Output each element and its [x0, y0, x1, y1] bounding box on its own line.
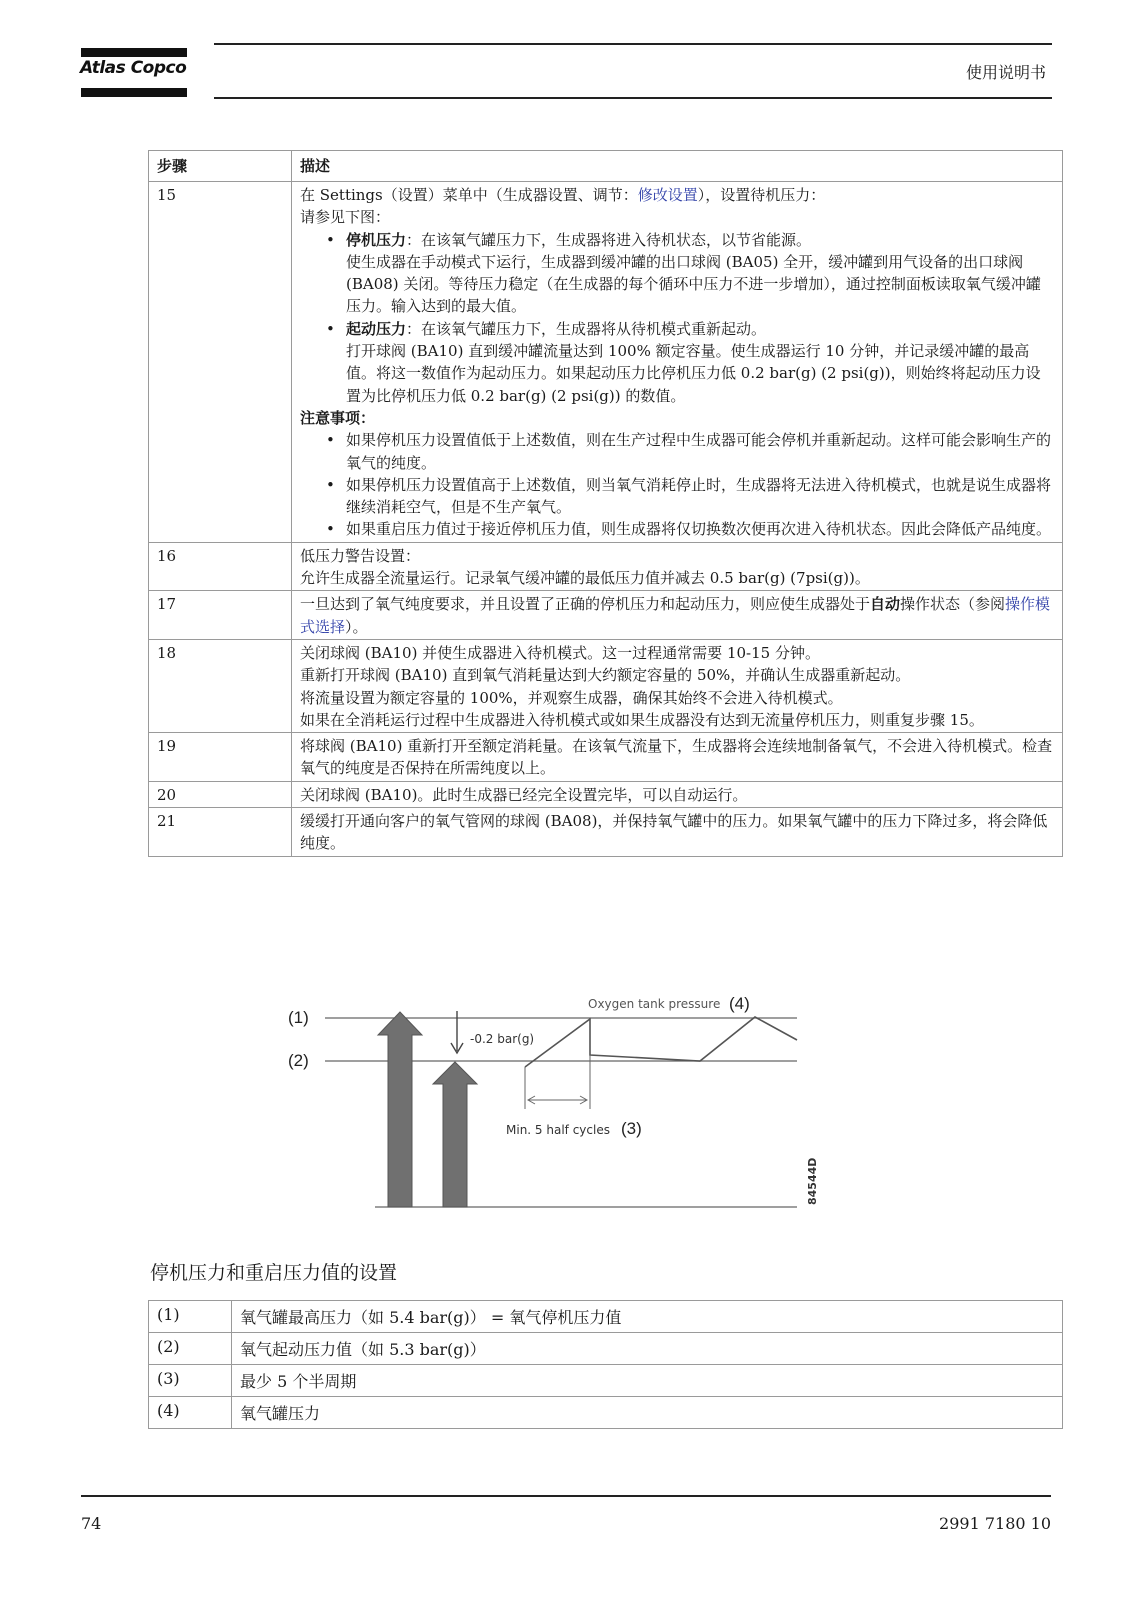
legend-key: (2): [149, 1333, 232, 1365]
stop-pressure-arrow: [378, 1012, 422, 1207]
bullet-stop-pressure: [300, 229, 1054, 318]
label-1: (1): [288, 1008, 309, 1027]
table-row: [149, 591, 1063, 640]
step-line: [300, 593, 1054, 638]
step-text: 一旦达到了氧气纯度要求，并且设置了正确的停机压力和起动压力，则应使生成器处于: [300, 595, 871, 614]
stop-pressure-label: 停机压力: [346, 230, 407, 249]
col-step-header: 步骤: [149, 151, 292, 182]
intro-text: 在 Settings（设置）菜单中（生成器设置、调节：: [300, 186, 638, 204]
step-description: [292, 542, 1063, 591]
table-row: [149, 182, 1063, 543]
logo-bar-bottom: [81, 88, 187, 97]
note-item: • 如果重启压力值过于接近停机压力值，则生成器将仅切换数次便再次进入待机状态。因此会降低产品纯度。: [300, 518, 1054, 540]
step-number: 16: [149, 542, 292, 591]
step-line: 缓缓打开通向客户的氧气管网的球阀 (BA08)，并保持氧气罐中的压力。如果氧气罐中的压力下降过多，将会降低纯度。: [300, 812, 1048, 853]
step-number: 20: [149, 781, 292, 807]
legend-value: 氧气起动压力值（如 5.3 bar(g)）: [232, 1333, 1063, 1365]
step-line: 允许生成器全流量运行。记录氧气缓冲罐的最低压力值并减去 0.5 bar(g) (7psi(g))。: [300, 569, 870, 588]
step-description: [292, 781, 1063, 807]
header-rule-top: [214, 43, 1052, 45]
stop-pressure-detail: 使生成器在手动模式下运行，生成器到缓冲罐的出口球阀 (BA05) 全开，缓冲罐到用气设备的出口球阀 (BA08) 关闭。等待压力稳定（在生成器的每个循环中压力不进一步增加），通过控制面板读取氧气缓冲罐压力。输入达到的最大值。: [346, 252, 1041, 316]
legend-value: 氧气罐最高压力（如 5.4 bar(g)） = 氧气停机压力值: [232, 1301, 1063, 1333]
auto-label: 自动: [870, 595, 901, 614]
intro-suffix: ），设置待机压力：: [697, 186, 826, 204]
legend-row: [149, 1365, 1063, 1397]
header-title: 使用说明书: [965, 63, 1046, 82]
brand-logo: Atlas Copco: [80, 58, 187, 78]
legend-row: [149, 1397, 1063, 1429]
step-text: ）。: [345, 617, 368, 636]
legend-key: (4): [149, 1397, 232, 1429]
step-line: 如果在全消耗运行过程中生成器进入待机模式或如果生成器没有达到无流量停机压力，则重复步骤 15。: [300, 710, 984, 729]
step-line: 重新打开球阀 (BA10) 直到氧气消耗量达到大约额定容量的 50%，并确认生成器重新起动。: [300, 666, 911, 685]
footer-rule: [81, 1495, 1051, 1497]
legend-key: (1): [149, 1301, 232, 1333]
step-number: 17: [149, 591, 292, 640]
table-row: [149, 808, 1063, 857]
pressure-diagram: [285, 995, 845, 1235]
delta-label: -0.2 bar(g): [470, 1032, 535, 1046]
start-pressure-detail: 打开球阀 (BA10) 直到缓冲罐流量达到 100% 额定容量。使生成器运行 10 分钟，并记录缓冲罐的最高值。将这一数值作为起动压力。如果起动压力比停机压力低 0.2 bar(g) (2 psi(g))，则始终将起动压力设置为比停机压力低 0.2 bar(g) (2 psi(g)) 的数值。: [346, 342, 1041, 405]
step-text: 操作状态（参阅: [900, 595, 1006, 614]
step-description: [292, 733, 1063, 782]
header-rule-bottom: [214, 97, 1052, 99]
legend-table: [148, 1300, 1063, 1429]
page-number: 74: [81, 1514, 102, 1533]
legend-row: [149, 1333, 1063, 1365]
step-line: 关闭球阀 (BA10) 并使生成器进入待机模式。这一过程通常需要 10-15 分钟。: [300, 643, 820, 662]
table-row: [149, 542, 1063, 591]
step-description: [292, 591, 1063, 640]
see-below-text: 请参见下图：: [300, 208, 391, 227]
note-item: • 如果停机压力设置值高于上述数值，则当氧气消耗停止时，生成器将无法进入待机模式，也就是说生成器将继续消耗空气，但是不生产氧气。: [300, 474, 1054, 519]
step-description: [292, 182, 1063, 543]
operation-mode-link[interactable]: 操作模式选择: [300, 595, 1051, 636]
table-header-row: [149, 151, 1063, 182]
cycles-label: Min. 5 half cycles: [506, 1123, 610, 1137]
document-number: 2991 7180 10: [939, 1514, 1051, 1533]
table-row: [149, 733, 1063, 782]
table-row: [149, 639, 1063, 732]
col-desc-header: 描述: [292, 151, 1063, 182]
tank-pressure-label: Oxygen tank pressure: [588, 997, 721, 1011]
logo-bar-top: [81, 48, 187, 57]
step-number: 15: [149, 182, 292, 543]
step-description: [292, 808, 1063, 857]
step-number: 18: [149, 639, 292, 732]
table-row: [149, 781, 1063, 807]
legend-key: (3): [149, 1365, 232, 1397]
label-2: (2): [288, 1051, 309, 1070]
steps-table: [148, 150, 1063, 857]
bullet-start-pressure: [300, 318, 1054, 407]
step-line: 低压力警告设置：: [300, 546, 421, 565]
legend-value: 最少 5 个半周期: [232, 1365, 1063, 1397]
tank-pressure-curve: [525, 1017, 797, 1067]
step-number: 19: [149, 733, 292, 782]
step-intro: [300, 184, 1054, 206]
step-description: [292, 639, 1063, 732]
start-pressure-arrow: [433, 1062, 477, 1207]
step-line: 关闭球阀 (BA10)。此时生成器已经完全设置完毕，可以自动运行。: [300, 785, 748, 804]
start-pressure-text: ：在该氧气罐压力下，生成器将从待机模式重新起动。: [406, 319, 767, 338]
label-4: (4): [729, 995, 750, 1013]
modify-settings-link[interactable]: 修改设置: [637, 186, 698, 204]
label-3: (3): [621, 1119, 642, 1138]
step-number: 21: [149, 808, 292, 857]
figure-caption: 停机压力和重启压力值的设置: [150, 1262, 398, 1284]
legend-row: [149, 1301, 1063, 1333]
stop-pressure-text: ：在该氧气罐压力下，生成器将进入待机状态，以节省能源。: [406, 230, 812, 249]
legend-value: 氧气罐压力: [232, 1397, 1063, 1429]
start-pressure-label: 起动压力: [346, 319, 407, 338]
note-item: • 如果停机压力设置值低于上述数值，则在生产过程中生成器可能会停机并重新起动。这样可能会影响生产的氧气的纯度。: [300, 429, 1054, 474]
step-line: 将流量设置为额定容量的 100%，并观察生成器，确保其始终不会进入待机模式。: [300, 688, 843, 707]
figure-code: 84544D: [806, 1157, 819, 1205]
notes-label: 注意事项：: [300, 408, 376, 427]
step-line: 将球阀 (BA10) 重新打开至额定消耗量。在该氧气流量下，生成器将会连续地制备氧气，不会进入待机模式。检查氧气的纯度是否保持在所需纯度以上。: [300, 737, 1053, 778]
